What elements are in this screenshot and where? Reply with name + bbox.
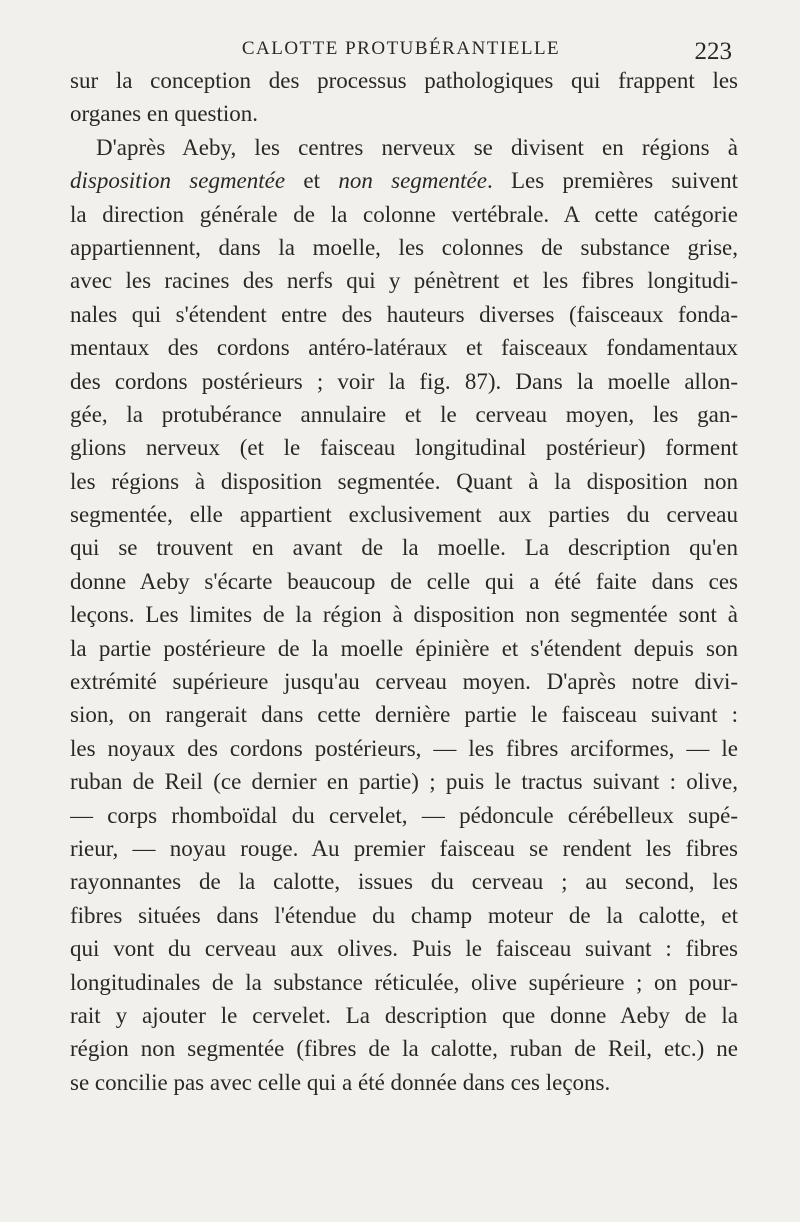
text-line: région non segmentée (fibres de la calotte, ruban de Reil, etc.) ne [70, 1036, 738, 1062]
text-line: leçons. Les limites de la région à disposition non segmentée sont à [70, 602, 738, 628]
text-line: qui se trouvent en avant de la moelle. La description qu'en [70, 535, 738, 561]
text-line: ruban de Reil (ce dernier en partie) ; puis le tractus suivant : olive, [70, 769, 738, 795]
text-line: longitudinales de la substance réticulée, olive supérieure ; on pour- [70, 969, 738, 995]
text-line: la partie postérieure de la moelle épinière et s'étendent depuis son [70, 635, 738, 661]
text-line: appartiennent, dans la moelle, les colonnes de substance grise, [70, 234, 738, 260]
text-line: des cordons postérieurs ; voir la fig. 87). Dans la moelle allon- [70, 368, 738, 394]
text-line: avec les racines des nerfs qui y pénètrent et les fibres longitudi- [70, 268, 738, 294]
text-line: rieur, — noyau rouge. Au premier faisceau se rendent les fibres [70, 835, 738, 861]
text-line: extrémité supérieure jusqu'au cerveau moyen. D'après notre divi- [70, 669, 738, 695]
italic-term: non segmentée [338, 168, 487, 194]
text-line: rait y ajouter le cervelet. La description que donne Aeby de la [70, 1002, 738, 1028]
text-line: les noyaux des cordons postérieurs, — les fibres arciformes, — le [70, 735, 738, 761]
text-line: les régions à disposition segmentée. Quant à la disposition non [70, 468, 738, 494]
text-line: sur la conception des processus pathologiques qui frappent les [70, 68, 738, 93]
text-line: mentaux des cordons antéro-latéraux et faisceaux fondamentaux [70, 335, 738, 361]
text-line: la direction générale de la colonne vertébrale. A cette catégorie [70, 201, 738, 227]
text-line: gée, la protubérance annulaire et le cerveau moyen, les gan- [70, 401, 738, 427]
text-line: — corps rhomboïdal du cervelet, — pédoncule cérébelleux supé- [70, 802, 738, 828]
text-line: fibres situées dans l'étendue du champ moteur de la calotte, et [70, 902, 738, 928]
text-line: segmentée, elle appartient exclusivement aux parties du cerveau [70, 502, 738, 528]
text-line: se concilie pas avec celle qui a été donnée dans ces leçons. [70, 1069, 611, 1095]
text-line [70, 164, 738, 197]
body-text [70, 64, 738, 1099]
text-segment: et [285, 168, 339, 194]
text-line: nales qui s'étendent entre des hauteurs diverses (faisceaux fonda- [70, 301, 738, 327]
text-line: D'après Aeby, les centres nerveux se divisent en régions à [96, 134, 738, 160]
running-head-title: CALOTTE PROTUBÉRANTIELLE [241, 38, 561, 59]
text-line: qui vont du cerveau aux olives. Puis le faisceau suivant : fibres [70, 936, 738, 962]
text-line: donne Aeby s'écarte beaucoup de celle qui a été faite dans ces [70, 568, 738, 594]
text-line: rayonnantes de la calotte, issues du cerveau ; au second, les [70, 869, 738, 895]
text-segment: . Les premières suivent [486, 168, 738, 194]
text-line: glions nerveux (et le faisceau longitudinal postérieur) forment [70, 435, 738, 461]
text-line: organes en question. [70, 101, 259, 127]
text-line: sion, on rangerait dans cette dernière partie le faisceau suivant : [70, 702, 738, 728]
italic-term: disposition segmentée [70, 168, 286, 194]
page-number: 223 [694, 38, 732, 65]
